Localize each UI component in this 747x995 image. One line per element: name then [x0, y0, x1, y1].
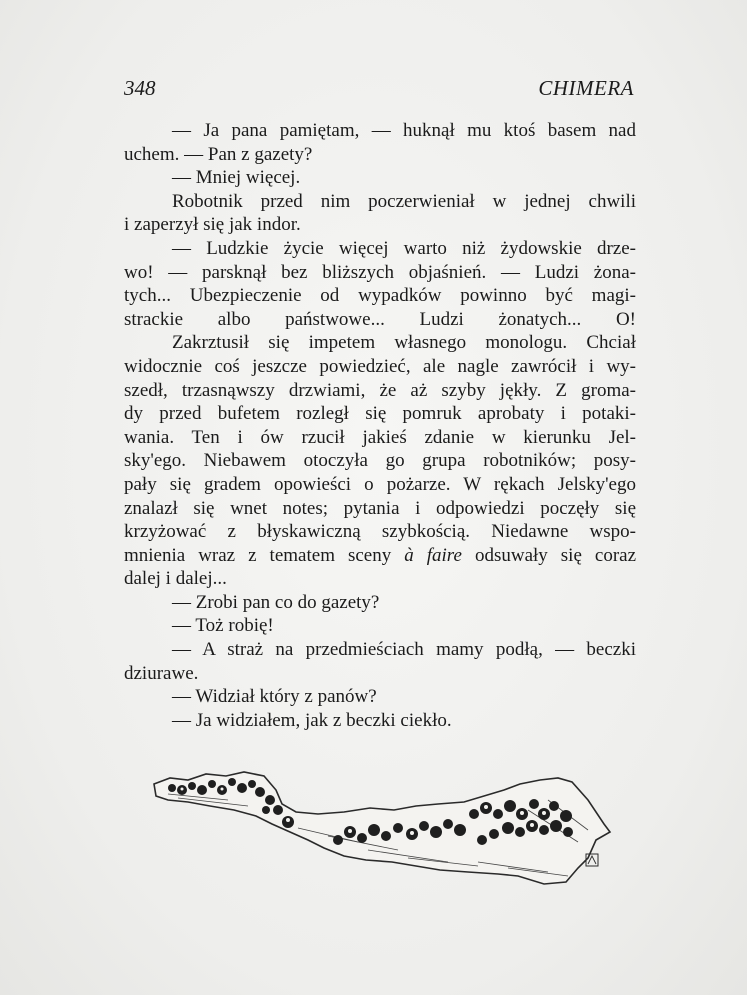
text-line-with-italic: [124, 544, 636, 568]
text-line: widocznie coś jeszcze powiedzieć, ale nagle zawrócił i wy-: [124, 355, 636, 377]
text-line: wo! — parsknął bez bliższych objaśnień. — Ludzi żona-: [124, 261, 636, 283]
text-line: dalej i dalej...: [124, 568, 227, 590]
text-span: mnienia wraz z tematem sceny: [124, 544, 392, 566]
text-line: — Widział który z panów?: [172, 686, 377, 708]
text-line: znalazł się wnet notes; pytania i odpowiedzi poczęły się: [124, 497, 636, 519]
text-span: odsuwały się coraz: [474, 544, 637, 566]
italic-phrase: à faire: [404, 544, 462, 566]
text-line: — Zrobi pan co do gazety?: [172, 591, 380, 613]
text-line: dziurawe.: [124, 662, 199, 684]
text-line: strackie albo państwowe... Ludzi żonatych... O!: [124, 308, 636, 330]
text-line: i zaperzył się jak indor.: [124, 214, 301, 236]
text-line: — Mniej więcej.: [172, 167, 301, 189]
body-text: [124, 119, 636, 732]
text-line: dy przed bufetem rozległ się pomruk aprobaty i potaki-: [124, 403, 636, 425]
text-line: uchem. — Pan z gazety?: [124, 143, 313, 165]
text-line: Robotnik przed nim poczerwieniał w jednej chwili: [172, 190, 636, 212]
page-header: [124, 76, 634, 104]
text-line: wania. Ten i ów rzucił jakieś zdanie w kierunku Jel-: [124, 426, 636, 448]
text-line: — Toż robię!: [172, 615, 274, 637]
vignette-ornament-illustration: [148, 770, 612, 895]
text-line: szedł, trzasnąwszy drzwiami, że aż szyby jękły. Z groma-: [124, 379, 636, 401]
text-line: Zakrztusił się impetem własnego monologu. Chciał: [172, 332, 636, 354]
text-line: pały się gradem opowieści o pożarze. W rękach Jelsky'ego: [124, 473, 636, 495]
text-line: — Ja widziałem, jak z beczki ciekło.: [172, 709, 452, 731]
text-line: — Ludzkie życie więcej warto niż żydowskie drze-: [172, 237, 636, 259]
text-line: krzyżować z błyskawiczną szybkością. Niedawne wspo-: [124, 521, 636, 543]
text-line: tych... Ubezpieczenie od wypadków powinno być magi-: [124, 285, 636, 307]
running-title: CHIMERA: [538, 76, 634, 100]
text-line: sky'ego. Niebawem otoczyła go grupa robotników; posy-: [124, 450, 636, 472]
page-number: 348: [124, 76, 156, 100]
text-line: — A straż na przedmieściach mamy podłą, — beczki: [172, 639, 636, 661]
text-line: — Ja pana pamiętam, — huknął mu ktoś basem nad: [172, 120, 636, 141]
